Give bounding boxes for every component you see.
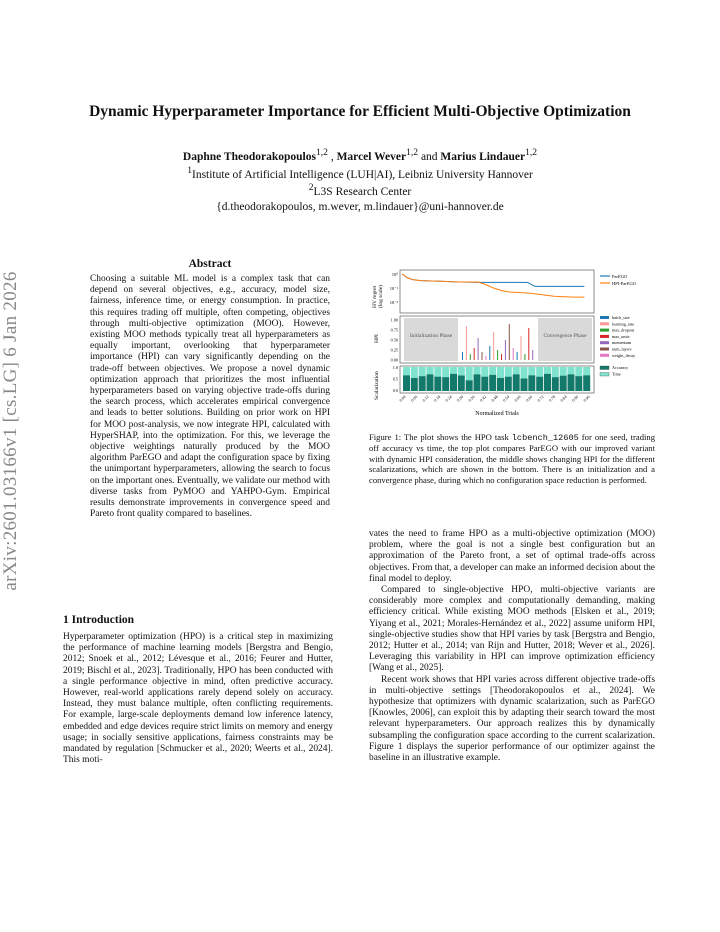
scalarization-bar-accuracy bbox=[560, 376, 567, 391]
affiliation-2 bbox=[0, 182, 720, 198]
hpi-legend-label: num_layers bbox=[612, 346, 632, 352]
scalarization-bar-time bbox=[583, 367, 590, 375]
arxiv-identifier: arXiv:2601.03166v1 [cs.LG] 6 Jan 2026 bbox=[0, 271, 21, 591]
scalarization-bar-time bbox=[458, 367, 465, 375]
scalarization-bar-accuracy bbox=[544, 374, 551, 391]
scalarization-xtick-label: 0.42 bbox=[478, 394, 488, 403]
author-2-name: Marcel Wever bbox=[336, 150, 407, 163]
author-1-name: Daphne Theodorakopoulos bbox=[182, 150, 316, 163]
hpi-legend-swatch bbox=[600, 329, 609, 332]
hpi-legend-swatch bbox=[600, 341, 609, 344]
convergence-phase-band bbox=[538, 318, 592, 361]
scalarization-bar-time bbox=[560, 367, 567, 376]
scalarization-bar-accuracy bbox=[575, 376, 582, 391]
hpi-legend-swatch bbox=[600, 335, 609, 338]
scalarization-bar-accuracy bbox=[419, 376, 426, 391]
scalarization-xtick-label: 0.96 bbox=[582, 394, 591, 403]
author-emails: {d.theodorakopoulos, m.wever, m.lindauer}@uni-hannover.de bbox=[216, 201, 504, 213]
hpi-legend-swatch bbox=[600, 348, 609, 351]
caption-prefix: Figure 1: The plot shows the HPO task bbox=[369, 432, 512, 442]
hpi-ytick-label: 0.75 bbox=[390, 327, 398, 333]
hpi-bar bbox=[470, 354, 471, 360]
convergence-phase-label: Convergence Phase bbox=[543, 333, 587, 339]
scalarization-bar-accuracy bbox=[481, 377, 488, 391]
hpi-legend-label: max_dropout bbox=[612, 327, 635, 333]
scalarization-bar-accuracy bbox=[434, 377, 441, 391]
scalarization-bar-accuracy bbox=[442, 377, 449, 391]
scalarization-bar-time bbox=[481, 367, 488, 377]
scalarization-bar-time bbox=[419, 367, 426, 376]
scalarization-bar-time bbox=[403, 367, 410, 375]
hpi-ytick-label: 1.00 bbox=[390, 317, 398, 323]
paper-title: Dynamic Hyperparameter Importance for Efficient Multi-Objective Optimization bbox=[89, 103, 631, 120]
scalarization-bar-group bbox=[403, 367, 590, 391]
affiliation-1-text: Institute of Artificial Intelligence (LUH|AI), Leibniz University Hannover bbox=[191, 168, 533, 181]
hpi-ytick-label: 0.25 bbox=[390, 347, 398, 353]
scalarization-bar-time bbox=[474, 367, 481, 374]
author-3-sup: 1,2 bbox=[525, 147, 538, 158]
scalarization-bar-accuracy bbox=[450, 374, 457, 391]
scalarization-bar-time bbox=[427, 367, 434, 374]
scalarization-bar-time bbox=[536, 367, 543, 377]
intro-paragraph-2: vates the need to frame HPO as a multi-objective optimization (MOO) problem, where the goal is not a single best configuration but an approximation of the Pareto front, a set of optimal trade-offs across objectives. From that, a developer can make an informed decision about the final model to deploy. bbox=[369, 529, 655, 584]
scalarization-bar-accuracy bbox=[466, 380, 473, 391]
hpi-legend-label: learning_rate bbox=[612, 321, 635, 327]
scalarization-bar-time bbox=[544, 367, 551, 374]
hpi-legend-swatch bbox=[600, 354, 609, 357]
hpi-bar bbox=[485, 356, 486, 360]
scalarization-ytick-label: 1.0 bbox=[392, 365, 398, 370]
scalarization-xtick-label: 0.12 bbox=[421, 394, 430, 403]
scalarization-bar-accuracy bbox=[513, 374, 520, 391]
hv-legend bbox=[600, 274, 637, 286]
scalarization-bar-accuracy bbox=[528, 375, 535, 391]
hpi-bar bbox=[532, 350, 533, 360]
scalarization-bar-accuracy bbox=[583, 375, 590, 391]
hpi-bar bbox=[505, 340, 506, 360]
author-3-name: Marius Lindauer bbox=[440, 150, 526, 163]
scalarization-xtick-label: 0.84 bbox=[559, 394, 568, 403]
scalarization-bar-time bbox=[505, 367, 512, 377]
author-line bbox=[0, 147, 720, 163]
hpi-legend-swatch bbox=[600, 316, 609, 319]
hv-series-line-1 bbox=[402, 274, 584, 297]
scalarization-bar-time bbox=[513, 367, 520, 374]
scalarization-legend-swatch bbox=[600, 373, 609, 377]
hpi-bar bbox=[524, 354, 525, 360]
scalarization-legend-swatch bbox=[600, 366, 609, 370]
scalarization-bar-time bbox=[568, 367, 575, 374]
affiliation-1-sup: 1 bbox=[187, 165, 192, 176]
intro-paragraph-3: Compared to single-objective HPO, multi-objective variants are considerably more complex and computationally demanding, making efficiency critical. While existing MOO methods [Elsken et al., 2019; Yiyang et al., 2021; Morales-Hernández et al., 2022] assume uniform HPI, single-objective studies show that HPI varies by task [Bergstra and Bengio, 2012; Hutter et al., 2014; van Rijn and Hutter, 2018; Wever et al., 2026]. Leveraging this variability in HPI can improve optimization efficiency [Wang et al., 2025]. bbox=[369, 585, 655, 674]
scalarization-bar-accuracy bbox=[552, 377, 559, 391]
hpi-bar bbox=[482, 352, 483, 360]
scalarization-legend-label: Time bbox=[612, 371, 621, 377]
scalarization-ytick-label: 0.0 bbox=[392, 388, 398, 393]
author-2-sup: 1,2 bbox=[406, 147, 419, 158]
caption-text: for one seed, trading off accuracy vs time, the top plot compares ParEGO with our improved variant with dynamic HPI consideration, the middle shows changing HPI for the different scalarizations, which are shown in the bottom. There is an initialization and a convergence phase, during which no configuration space reduction is performed. bbox=[369, 432, 655, 485]
hpi-bar bbox=[509, 324, 510, 360]
scalarization-xtick-label: 0.36 bbox=[467, 394, 476, 403]
figure-1 bbox=[368, 268, 656, 418]
scalarization-xtick-label: 0.66 bbox=[524, 394, 534, 403]
scalarization-bar-accuracy bbox=[427, 374, 434, 391]
section-heading-introduction: 1 Introduction bbox=[63, 614, 135, 626]
scalarization-bar-time bbox=[434, 367, 441, 377]
scalarization-bar-accuracy bbox=[489, 375, 496, 391]
scalarization-bar-accuracy bbox=[505, 377, 512, 391]
hpi-bar bbox=[521, 336, 522, 360]
hv-series-line-0 bbox=[402, 274, 584, 286]
hpi-legend bbox=[600, 315, 636, 358]
caption-task-name: lcbench_12605 bbox=[511, 433, 579, 443]
scalarization-xlabel: Normalized Trials bbox=[475, 411, 519, 417]
scalarization-bar-time bbox=[552, 367, 559, 377]
scalarization-xtick-group bbox=[398, 394, 590, 402]
intro-paragraph-4: Recent work shows that HPI varies across different objective trade-offs in multi-objective settings [Theodorakopoulos et al., 2024]. We hypothesize that optimizers with dynamic scalarization, such as ParEGO [Knowles, 2006], can exploit this by adapting their search toward the most relevant hyperparameters. Our approach realizes this by dynamically subsampling the configuration space according to the current scalarization. Figure 1 displays the superior performance of our optimizer against the baseline in an illustrative example. bbox=[369, 674, 655, 764]
scalarization-bar-accuracy bbox=[403, 375, 410, 391]
hpi-legend-label: momentum bbox=[612, 340, 632, 346]
scalarization-bar-accuracy bbox=[411, 378, 418, 391]
scalarization-bar-accuracy bbox=[458, 375, 465, 391]
scalarization-bar-time bbox=[575, 367, 582, 376]
scalarization-xtick-label: 0.60 bbox=[513, 394, 522, 403]
hv-legend-label: HPI-ParEGO bbox=[612, 281, 636, 286]
scalarization-bar-time bbox=[411, 367, 418, 378]
scalarization-bar-accuracy bbox=[497, 378, 504, 391]
hv-ytick-label: 10⁻² bbox=[389, 300, 398, 305]
scalarization-xtick-label: 0.18 bbox=[432, 394, 442, 403]
hpi-bar bbox=[528, 328, 529, 360]
scalarization-xtick-label: 0.90 bbox=[570, 394, 580, 403]
hpi-bar bbox=[474, 348, 475, 360]
author-joiner-1: , bbox=[327, 150, 337, 163]
author-joiner-2: and bbox=[418, 150, 441, 163]
scalarization-bar-time bbox=[521, 367, 528, 379]
scalarization-xtick-label: 0.72 bbox=[536, 394, 545, 403]
figure-1-caption bbox=[369, 432, 655, 485]
scalarization-xtick-label: 0.48 bbox=[490, 394, 499, 403]
scalarization-bar-accuracy bbox=[521, 379, 528, 392]
hpi-ytick-label: 0.50 bbox=[390, 337, 398, 343]
hpi-bar bbox=[462, 352, 463, 360]
hv-ytick-label: 10⁰ bbox=[391, 272, 398, 277]
scalarization-xtick-label: 0.00 bbox=[398, 394, 407, 403]
affiliation-1 bbox=[0, 165, 720, 181]
hpi-ytick-label: 0.00 bbox=[390, 357, 398, 363]
hv-ytick-label: 10⁻¹ bbox=[389, 286, 398, 291]
scalarization-bar-time bbox=[466, 367, 473, 380]
hpi-bar bbox=[501, 354, 502, 360]
hpi-legend-label: weight_decay bbox=[612, 352, 636, 358]
scalarization-xtick-label: 0.06 bbox=[409, 394, 419, 403]
initialization-phase-band bbox=[404, 318, 458, 361]
affiliation-2-text: L3S Research Center bbox=[313, 185, 412, 198]
hv-legend-label: ParEGO bbox=[612, 274, 628, 279]
hv-series-group bbox=[402, 274, 584, 297]
hpi-legend-label: batch_size bbox=[612, 315, 630, 320]
hv-ylabel: HV regret(log scale) bbox=[372, 284, 384, 308]
author-1-sup: 1,2 bbox=[315, 147, 328, 158]
hpi-bar bbox=[513, 348, 514, 360]
abstract-text: Choosing a suitable ML model is a complex task that can depend on several objectives, e.g., accuracy, model size, fairness, inference time, or energy consumption. In practice, this requires trading off multiple, often competing, objectives through multi-objective optimization (MOO). However, existing MOO methods typically treat all hyperparameters as equally important, overlooking that hyperparameter importance (HPI) can vary significantly depending on the trade-off between objectives. We propose a novel dynamic optimization approach that prioritizes the most influential hyperparameters based on varying objective trade-offs during the search process, which accelerates empirical convergence and leads to better solutions. Building on prior work on HPI for MOO post-analysis, we now integrate HPI, calculated with HyperSHAP, into the optimization. For this, we leverage the objective weightings naturally produced by the MOO algorithm ParEGO and adapt the configuration space by fixing the unimportant hyperparameters, allowing the search to focus on the important ones. Eventually, we validate our method with diverse tasks from PyMOO and YAHPO-Gym. Empirical results demonstrate improvements in convergence speed and Pareto front quality compared to baselines. bbox=[90, 274, 330, 520]
scalarization-ytick-label: 0.5 bbox=[392, 376, 398, 382]
abstract-heading: Abstract bbox=[188, 258, 232, 270]
hpi-legend-label: max_units bbox=[612, 333, 630, 339]
scalarization-bar-time bbox=[442, 367, 449, 377]
scalarization-bar-time bbox=[497, 367, 504, 378]
scalarization-ylabel: Scalarization bbox=[374, 371, 380, 400]
scalarization-xtick-label: 0.30 bbox=[455, 394, 465, 403]
scalarization-legend-label: Accuracy bbox=[612, 365, 629, 370]
initialization-phase-label: Initialization Phase bbox=[409, 333, 453, 339]
hv-ytick-group bbox=[390, 272, 399, 305]
right-column-text bbox=[369, 529, 655, 764]
hpi-bar bbox=[493, 332, 494, 360]
scalarization-bar-accuracy bbox=[568, 374, 575, 391]
hpi-bar bbox=[466, 326, 467, 360]
scalarization-bar-accuracy bbox=[536, 377, 543, 391]
scalarization-bar-accuracy bbox=[474, 374, 481, 391]
scalarization-xtick-label: 0.78 bbox=[547, 394, 557, 403]
hpi-bar bbox=[489, 346, 490, 360]
hpi-ylabel: HPI bbox=[374, 334, 380, 343]
hpi-legend-swatch bbox=[600, 322, 609, 325]
hpi-ytick-group bbox=[391, 318, 398, 363]
hpi-bar bbox=[517, 352, 518, 360]
scalarization-legend bbox=[600, 365, 629, 377]
hpi-bar bbox=[497, 350, 498, 360]
hpi-bar-group bbox=[462, 324, 533, 360]
scalarization-bar-time bbox=[528, 367, 535, 375]
intro-paragraph-1: Hyperparameter optimization (HPO) is a critical step in maximizing the performance of machine learning models [Bergstra and Bengio, 2012; Snoek et al., 2012; Lévesque et al., 2016; Feurer and Hutter, 2019; Bischl et al., 2023]. Traditionally, HPO has been conducted with a single performance objective in mind, often predictive accuracy. However, real-world applications rarely depend solely on accuracy. Instead, they must balance multiple, often conflicting requirements. For example, large-scale deployments demand low inference latency, embedded and edge devices require strict limits on memory and energy usage; in socially sensitive applications, fairness constraints may be mandated by regulation [Schmucker et al., 2020; Weerts et al., 2024]. This moti- bbox=[63, 632, 333, 766]
hv-panel-frame bbox=[400, 270, 594, 313]
scalarization-xtick-label: 0.54 bbox=[501, 394, 511, 403]
hpi-bar bbox=[478, 338, 479, 360]
scalarization-ytick-group bbox=[393, 365, 398, 393]
scalarization-bar-time bbox=[450, 367, 457, 374]
affiliation-2-sup: 2 bbox=[308, 182, 314, 193]
scalarization-bar-time bbox=[489, 367, 496, 375]
scalarization-xtick-label: 0.24 bbox=[444, 394, 453, 403]
